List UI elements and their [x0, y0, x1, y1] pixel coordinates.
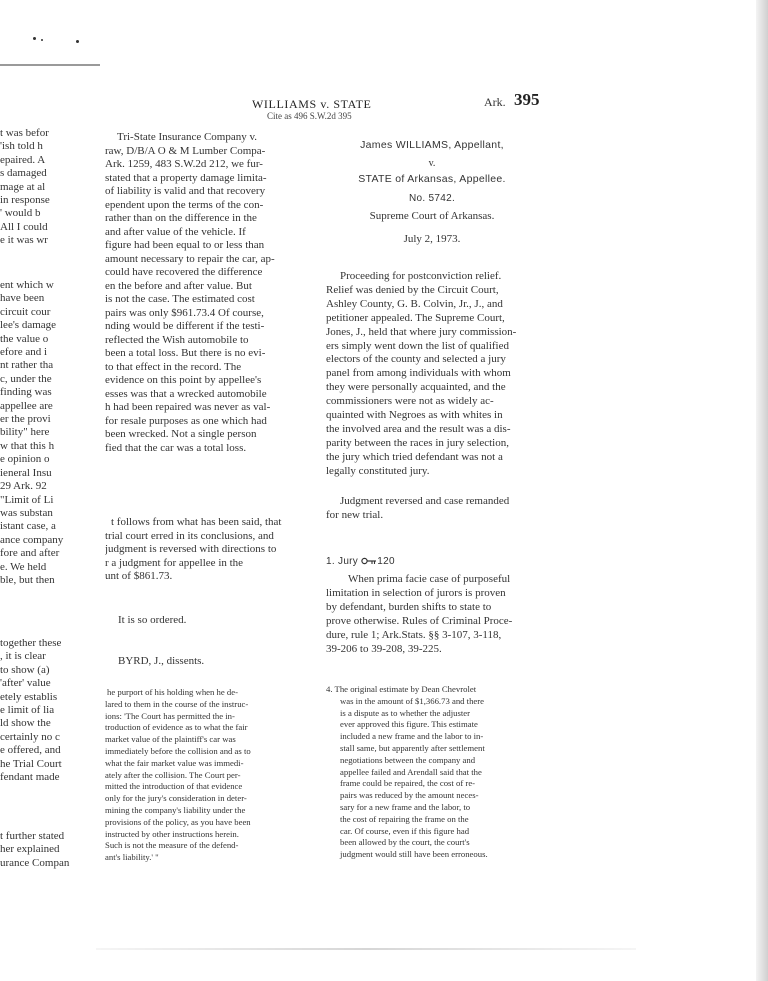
- prev-page-line: , it is clear: [0, 650, 46, 663]
- footnote-line: negotiations between the company and: [340, 754, 476, 765]
- prev-page-line: ent which w: [0, 279, 54, 291]
- footnote-line: was in the amount of $1,366.73 and there: [340, 695, 485, 706]
- headnote-line: 39-206 to 39-208, 39-225.: [326, 642, 442, 655]
- headnote-topic: 1. Jury: [326, 556, 359, 567]
- versus: v.: [428, 158, 436, 169]
- left-paragraph-line: pairs was only $961.73.4 Of course,: [105, 306, 264, 319]
- headnote-line: by defendant, burden shifts to state to: [326, 600, 492, 613]
- prev-page-line: circuit cour: [0, 305, 51, 318]
- left-paragraph-line: amount necessary to repair the car, ap-: [105, 252, 275, 265]
- prev-page-line: certainly no c: [0, 730, 60, 743]
- prev-page-line: e offered, and: [0, 744, 61, 757]
- syllabus-line: petitioner appealed. The Supreme Court,: [326, 311, 505, 324]
- scan-speck: [33, 37, 36, 40]
- prev-page-line: t was befor: [0, 127, 49, 139]
- left-paragraph-line: been a total loss. But there is no evi-: [105, 347, 266, 359]
- footnote-line: instructed by other instructions herein.: [105, 828, 239, 839]
- prev-page-line: to show (a): [0, 663, 50, 676]
- footnote-line: judgment would still have been erroneous.: [340, 849, 488, 860]
- left-footnote: [105, 687, 317, 864]
- prev-page-line: epaired. A: [0, 153, 46, 166]
- reporter-court: Ark.: [484, 95, 506, 109]
- page-bottom-shadow: [96, 948, 636, 950]
- footnote-line: ately after the collision. The Court per-: [105, 769, 241, 780]
- footnote-line: immediately before the collision and as to: [105, 745, 251, 756]
- left-paragraph-line: Tri-State Insurance Company v.: [117, 131, 258, 143]
- prev-page-line: er the provi: [0, 413, 51, 426]
- footnote-line: only for the jury's consideration in deter-: [105, 793, 247, 804]
- left-paragraph-line: nding would be different if the testi-: [105, 320, 265, 332]
- left-paragraph-line: to that effect in the record. The: [105, 360, 242, 373]
- footnote-line: market value of the plaintiff's car was: [105, 734, 236, 745]
- prev-page-line: e opinion o: [0, 453, 50, 466]
- prev-page-line: mage at al: [0, 180, 46, 193]
- prev-page-line: efore and i: [0, 346, 48, 359]
- headnote-key-number: 120: [377, 556, 395, 567]
- footnote-line: troduction of evidence as to what the fair: [105, 722, 248, 733]
- footnote-line: pairs was reduced by the amount neces-: [340, 790, 479, 801]
- prev-block-1: [0, 127, 98, 248]
- syllabus-line: the jury which tried defendant was not a: [326, 450, 503, 463]
- prev-page-line: the value o: [0, 332, 49, 345]
- left-paragraph-line: reflected the Wish automobile to: [105, 333, 249, 346]
- prev-page-line: s damaged: [0, 167, 47, 180]
- prev-page-line: urance Compan: [0, 856, 70, 869]
- prev-page-line: 'ish told h: [0, 140, 43, 153]
- footnote-line: mining the company's liability under the: [105, 804, 246, 815]
- syllabus-line: commissioners were not as widely ac-: [326, 395, 494, 408]
- prev-block-2: [0, 279, 98, 587]
- dissent-note: BYRD, J., dissents.: [118, 655, 205, 667]
- left-paragraph-line: Ark. 1259, 483 S.W.2d 212, we fur-: [105, 158, 263, 170]
- prev-page-line: lee's damage: [0, 319, 57, 332]
- left-paragraph-line: evidence on this point by appellee's: [105, 374, 262, 386]
- left-paragraph-line: r a judgment for appellee in the: [105, 556, 244, 569]
- headnote-line: When prima facie case of purposeful: [348, 573, 511, 585]
- headnote-text: [326, 573, 538, 656]
- prev-page-line: ance company: [0, 533, 64, 546]
- appellee-name: STATE of Arkansas, Appellee.: [358, 173, 506, 185]
- syllabus-line: quainted with Negroes as with whites in: [326, 409, 503, 422]
- headnote-line: limitation in selection of jurors is proven: [326, 586, 506, 599]
- footnote-line: frame could be repaired, the cost of re-: [340, 778, 476, 789]
- prev-page-line: was substan: [0, 506, 53, 519]
- prev-page-line: 'after' value: [0, 677, 51, 690]
- left-paragraph-line: unt of $861.73.: [105, 570, 173, 582]
- syllabus: [326, 270, 538, 479]
- prev-page-line: finding was: [0, 386, 52, 399]
- prev-page-line: appellee are: [0, 399, 53, 412]
- citation: Cite as 496 S.W.2d 395: [267, 111, 352, 121]
- prev-page-line: have been: [0, 292, 45, 305]
- prev-page-line: together these: [0, 637, 62, 649]
- left-paragraph-line: h had been repaired was never as val-: [105, 401, 271, 413]
- left-paragraph-line: rather than on the difference in the: [105, 212, 257, 224]
- key-number-icon: [361, 555, 377, 569]
- prev-block-4: [0, 830, 98, 870]
- decision-date: July 2, 1973.: [403, 233, 461, 245]
- prev-page-line: he Trial Court: [0, 757, 62, 770]
- prev-page-line: ld show the: [0, 717, 51, 730]
- scan-speck: [76, 40, 79, 43]
- left-paragraph-line: could have recovered the difference: [105, 266, 263, 278]
- disposition: [326, 495, 538, 523]
- left-paragraph-line: en the before and after value. But: [105, 279, 252, 292]
- prev-page-line: bility" here: [0, 426, 50, 439]
- left-paragraph-line: and after value of the vehicle. If: [105, 225, 246, 238]
- headnote-line: prove otherwise. Rules of Criminal Proce-: [326, 614, 513, 627]
- footnote-line: is a dispute as to whether the adjuster: [340, 707, 471, 718]
- prev-page-line: her explained: [0, 843, 60, 856]
- left-paragraph-line: raw, D/B/A O & M Lumber Compa-: [105, 144, 266, 157]
- footnote-line: Such is not the measure of the defend-: [105, 840, 239, 851]
- prev-page-line: w that this h: [0, 439, 55, 452]
- headnote-line: dure, rule 1; Ark.Stats. §§ 3-107, 3-118,: [326, 628, 502, 641]
- syllabus-line: electors of the county and selected a jury: [326, 353, 506, 366]
- footnote-line: sary for a new frame and the labor, to: [340, 801, 471, 812]
- prev-page-line: nt rather tha: [0, 359, 54, 372]
- left-paragraph-line: esses was that a wrecked automobile: [105, 387, 267, 400]
- footnote-line: ions: 'The Court has permitted the in-: [105, 710, 235, 721]
- disposition-line: Judgment reversed and case remanded: [340, 495, 510, 507]
- prev-page-line: e limit of lia: [0, 704, 55, 717]
- footnote-line: included a new frame and the labor to in-: [340, 731, 484, 742]
- left-paragraph-line: ependent upon the terms of the con-: [105, 198, 264, 211]
- syllabus-line: Jones, J., held that where jury commission-: [326, 325, 517, 338]
- prev-page-line: etely establis: [0, 690, 58, 703]
- disposition-line: for new trial.: [326, 508, 384, 521]
- footnote-line: mitted the introduction of that evidence: [105, 781, 243, 792]
- syllabus-line: Relief was denied by the Circuit Court,: [326, 283, 499, 296]
- prev-page-line: e. We held: [0, 560, 47, 573]
- right-footnote: [326, 684, 538, 861]
- page-edge-rule: [0, 64, 100, 66]
- footnote-line: provisions of the policy, as you have been: [105, 816, 251, 827]
- headnote-label: [326, 555, 538, 569]
- left-column-paragraph-2: [105, 516, 317, 584]
- left-paragraph-line: stated that a property damage limita-: [105, 171, 267, 184]
- footnote-line: 4. The original estimate by Dean Chevrolet: [326, 684, 477, 694]
- docket-number: No. 5742.: [408, 193, 456, 204]
- footnote-line: ever approved this figure. This estimate: [340, 719, 478, 730]
- page-right-edge: [756, 0, 768, 981]
- page-number: 395: [514, 90, 540, 109]
- prev-page-line: fendant made: [0, 771, 60, 784]
- scan-speck: [41, 39, 43, 41]
- left-paragraph-line: trial court erred in its conclusions, and: [105, 529, 274, 542]
- prev-page-line: ble, but then: [0, 573, 55, 586]
- prev-page-line: istant case, a: [0, 520, 56, 533]
- prev-page-line: fore and after: [0, 547, 60, 560]
- footnote-line: been allowed by the court, the court's: [340, 837, 470, 848]
- syllabus-line: they were personally acquainted, and the: [326, 381, 506, 394]
- left-paragraph-line: judgment is reversed with directions to: [105, 543, 277, 555]
- prev-page-line: 29 Ark. 92: [0, 480, 47, 493]
- prev-page-line: "Limit of Li: [0, 493, 54, 506]
- left-paragraph-line: of liability is valid and that recovery: [105, 185, 266, 197]
- footnote-line: he purport of his holding when he de-: [107, 687, 239, 697]
- running-title: WILLIAMS v. STATE: [252, 97, 372, 111]
- syllabus-line: ers simply went down the list of qualified: [326, 339, 509, 352]
- court-name: Supreme Court of Arkansas.: [369, 210, 495, 222]
- prev-page-line: e it was wr: [0, 234, 48, 247]
- footnote-line: lared to them in the course of the instruc-: [105, 698, 249, 709]
- footnote-line: car. Of course, even if this figure had: [340, 825, 470, 836]
- footnote-line: ant's liability.' ": [105, 852, 159, 863]
- syllabus-line: parity between the races in jury selection,: [326, 436, 509, 449]
- footnote-line: appellee failed and Arendall said that the: [340, 766, 482, 777]
- syllabus-line: Proceeding for postconviction relief.: [340, 270, 502, 282]
- left-paragraph-line: is not the case. The estimated cost: [105, 293, 255, 305]
- footnote-line: what the fair market value was immedi-: [105, 757, 244, 768]
- prev-block-3: [0, 637, 98, 784]
- syllabus-line: the involved area and the result was a dis-: [326, 422, 511, 435]
- prev-page-line: All I could: [0, 220, 48, 233]
- left-paragraph-line: t follows from what has been said, that: [111, 516, 282, 528]
- prev-page-line: c, under the: [0, 372, 52, 385]
- syllabus-line: legally constituted jury.: [326, 464, 430, 477]
- left-paragraph-line: for resale purposes as one which had: [105, 414, 267, 427]
- syllabus-line: Ashley County, G. B. Colvin, Jr., J., and: [326, 297, 503, 310]
- left-column-paragraph-1: [105, 131, 317, 455]
- so-ordered: It is so ordered.: [118, 614, 187, 626]
- prev-page-line: ieneral Insu: [0, 466, 52, 479]
- syllabus-line: panel from among individuals with whom: [326, 367, 511, 380]
- left-paragraph-line: been wrecked. Not a single person: [105, 428, 257, 440]
- prev-page-line: in response: [0, 194, 50, 207]
- prev-page-line: ' would b: [0, 207, 41, 220]
- footnote-line: stall same, but apparently after settlement: [340, 742, 485, 753]
- footnote-line: the cost of repairing the frame on the: [340, 813, 469, 824]
- prev-page-line: t further stated: [0, 830, 65, 842]
- left-paragraph-line: fied that the car was a total loss.: [105, 441, 247, 454]
- previous-page-fragment: [0, 105, 98, 955]
- left-paragraph-line: figure had been equal to or less than: [105, 239, 265, 251]
- appellant-name: James WILLIAMS, Appellant,: [360, 139, 504, 151]
